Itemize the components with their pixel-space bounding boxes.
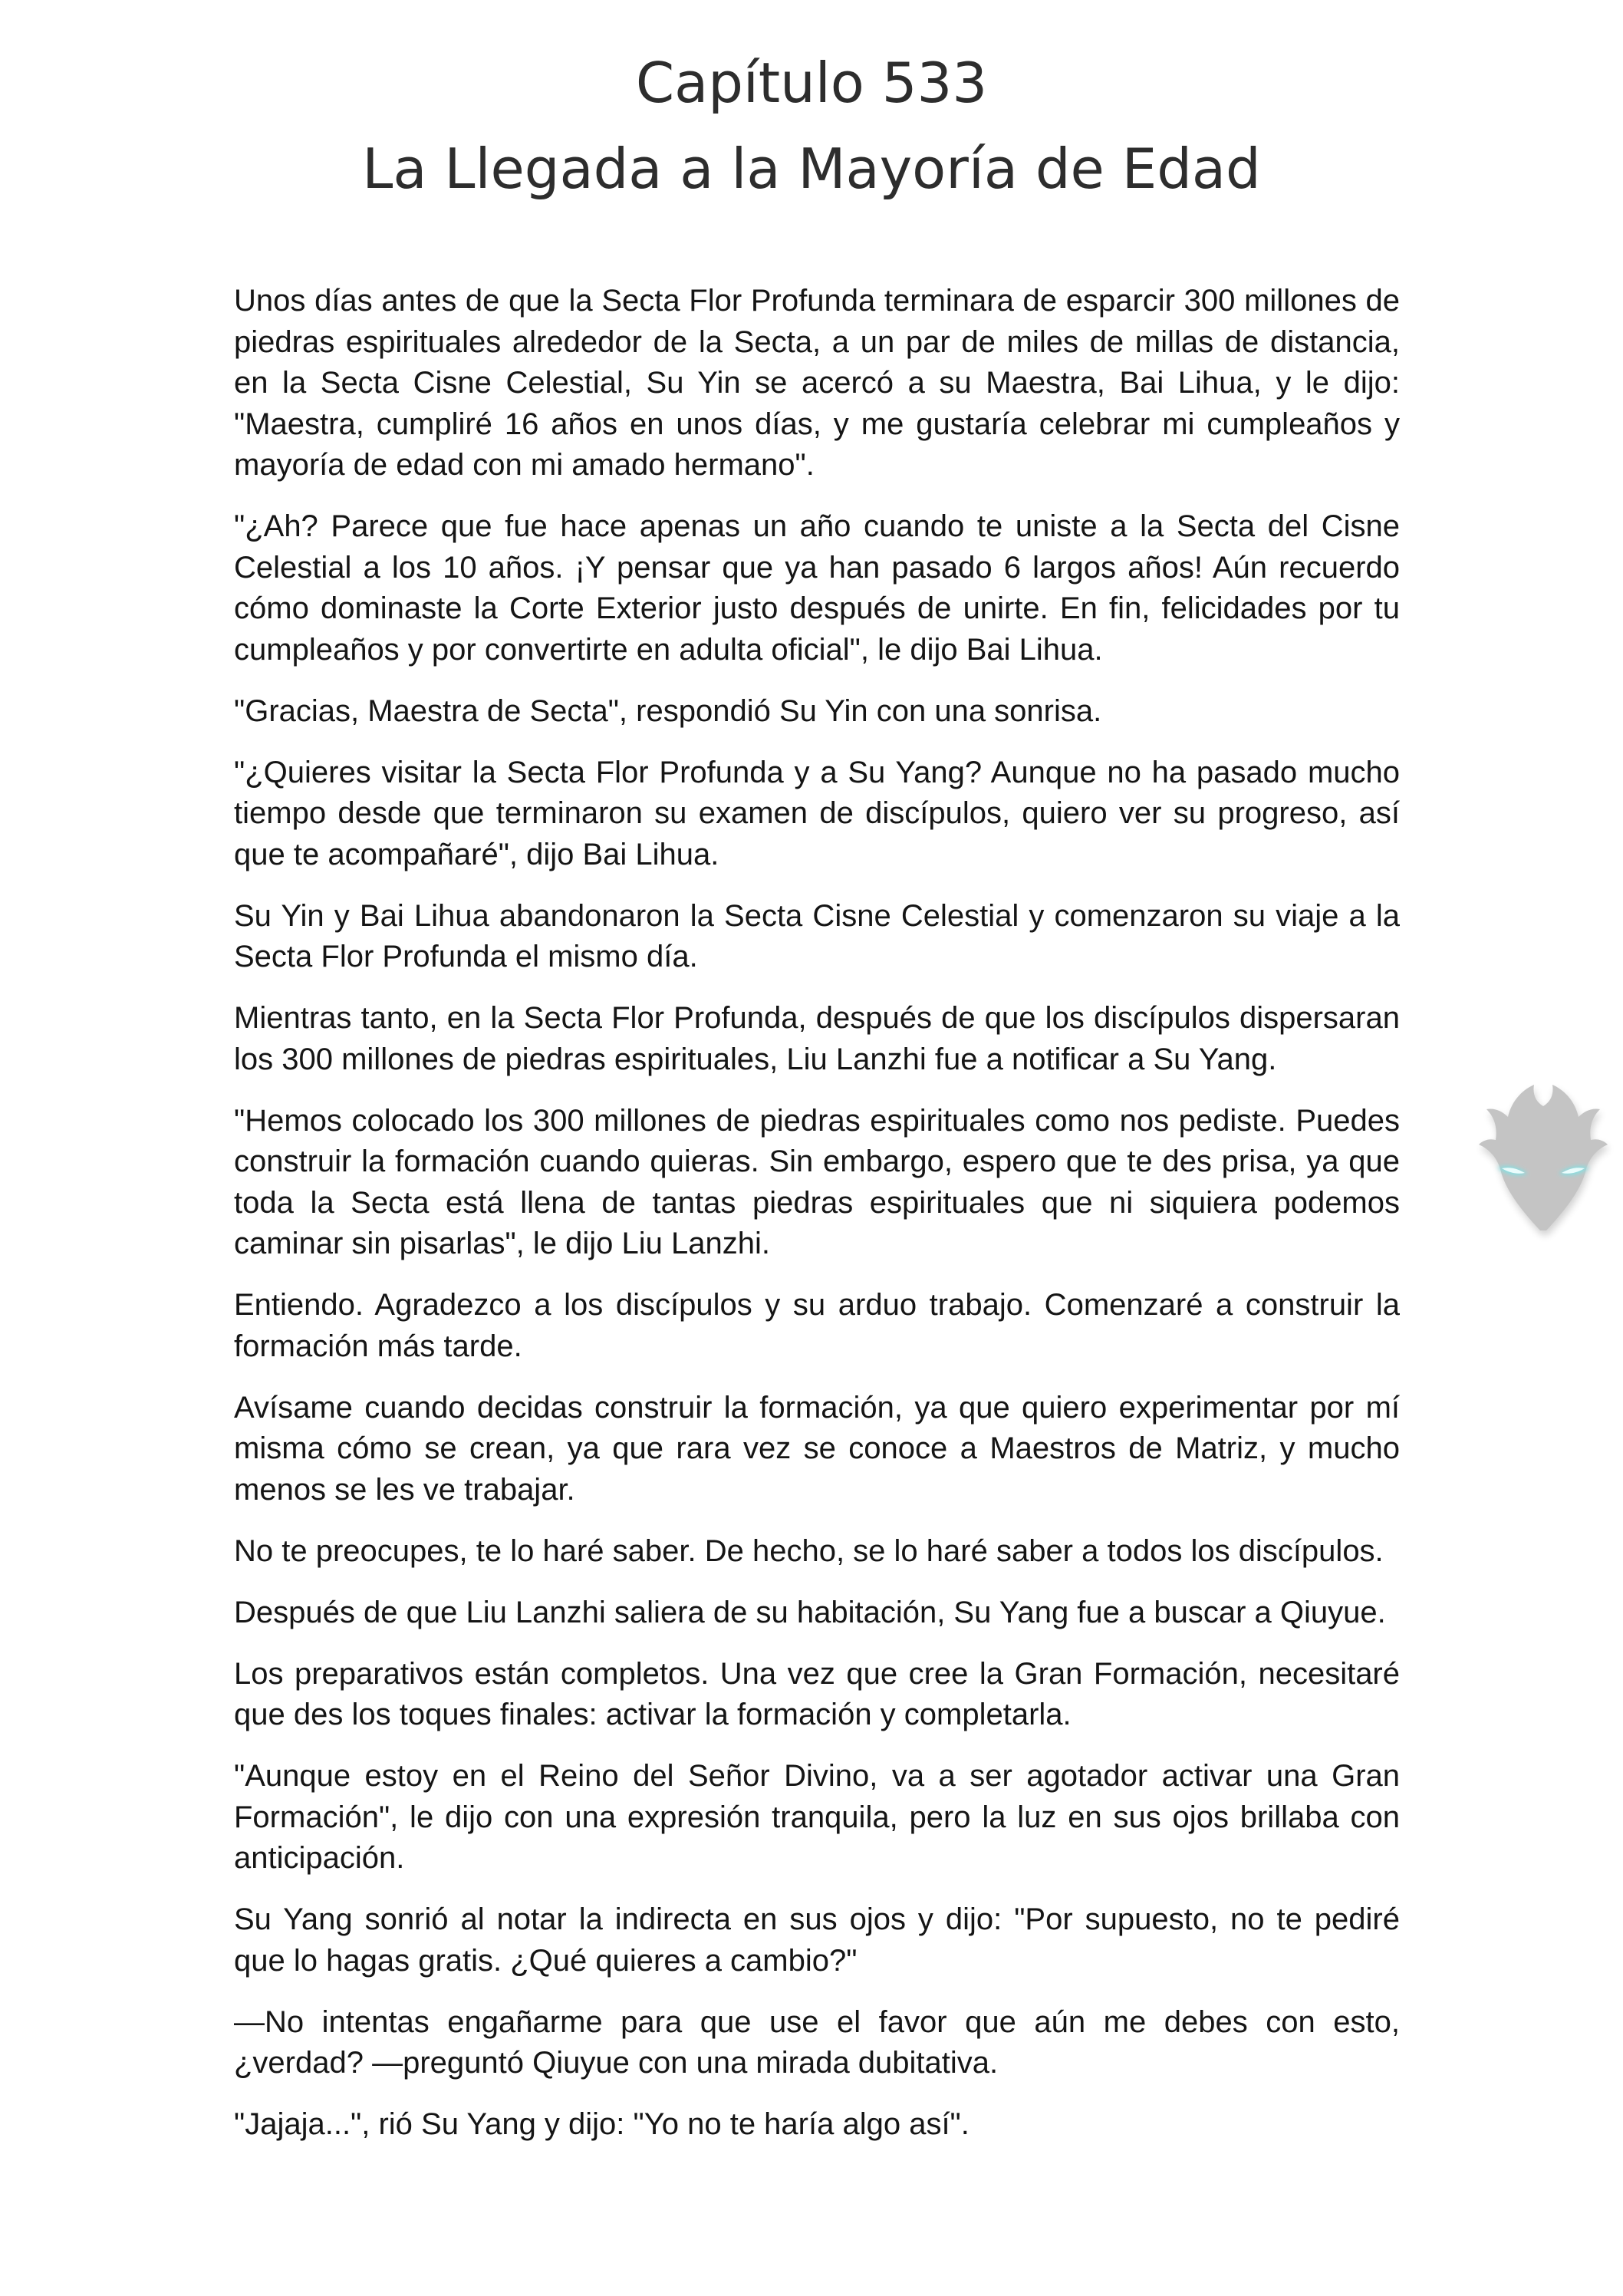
- paragraph: "Jajaja...", rió Su Yang y dijo: "Yo no te haría algo así".: [234, 2107, 970, 2141]
- chapter-body: [234, 281, 1400, 2146]
- paragraph: Su Yang sonrió al notar la indirecta en sus ojos y dijo: "Por supuesto, no te pediré que lo hagas gratis. ¿Qué quieres a cambio?": [234, 1902, 1400, 1978]
- paragraph: —No intentas engañarme para que use el favor que aún me debes con esto, ¿verdad? —preguntó Qiuyue con una mirada dubitativa.: [234, 2004, 1400, 2080]
- paragraph: No te preocupes, te lo haré saber. De hecho, se lo haré saber a todos los discípulos.: [234, 1533, 1384, 1568]
- chapter-number: Capítulo 533: [635, 51, 988, 115]
- paragraph: "¿Ah? Parece que fue hace apenas un año cuando te uniste a la Secta del Cisne Celestial a los 10 años. ¡Y pensar que ya han pasado 6 largos años! Aún recuerdo cómo dominaste la Corte Exterior justo después de unirte. En fin, felicidades por tu cumpleaños y por convertirte en adulta oficial", le dijo Bai Lihua.: [234, 509, 1400, 667]
- paragraph: Avísame cuando decidas construir la formación, ya que quiero experimentar por mí misma cómo se crean, ya que rara vez se conoce a Maestros de Matriz, y mucho menos se les ve trabajar.: [234, 1390, 1400, 1507]
- paragraph: Después de que Liu Lanzhi saliera de su habitación, Su Yang fue a buscar a Qiuyue.: [234, 1595, 1386, 1629]
- paragraph: Su Yin y Bai Lihua abandonaron la Secta Cisne Celestial y comenzaron su viaje a la Secta Flor Profunda el mismo día.: [234, 898, 1400, 973]
- paragraph: "Aunque estoy en el Reino del Señor Divino, va a ser agotador activar una Gran Formación", le dijo con una expresión tranquila, pero la luz en sus ojos brillaba con anticipación.: [234, 1759, 1400, 1875]
- chapter-title: [0, 40, 1623, 212]
- demon-head-icon: [1467, 1074, 1620, 1243]
- paragraph: "Hemos colocado los 300 millones de piedras espirituales como nos pediste. Puedes construir la formación cuando quieras. Sin embargo, espero que te des prisa, ya que toda la Secta está llena de tantas piedras espirituales que ni siquiera podemos caminar sin pisarlas", le dijo Liu Lanzhi.: [234, 1103, 1400, 1260]
- paragraph: Unos días antes de que la Secta Flor Profunda terminara de esparcir 300 millones de piedras espirituales alrededor de la Secta, a un par de miles de millas de distancia, en la Secta Cisne Celestial, Su Yin se acercó a su Maestra, Bai Lihua, y le dijo: "Maestra, cumpliré 16 años en unos días, y me gustaría celebrar mi cumpleaños y mayoría de edad con mi amado hermano".: [234, 284, 1400, 482]
- paragraph: Entiendo. Agradezco a los discípulos y su arduo trabajo. Comenzaré a construir la formación más tarde.: [234, 1288, 1400, 1363]
- paragraph: Mientras tanto, en la Secta Flor Profunda, después de que los discípulos dispersaran los 300 millones de piedras espirituales, Liu Lanzhi fue a notificar a Su Yang.: [234, 1001, 1400, 1076]
- chapter-subtitle: La Llegada a la Mayoría de Edad: [362, 137, 1261, 201]
- paragraph: "Gracias, Maestra de Secta", respondió Su Yin con una sonrisa.: [234, 693, 1102, 728]
- paragraph: Los preparativos están completos. Una vez que cree la Gran Formación, necesitaré que des los toques finales: activar la formación y completarla.: [234, 1656, 1400, 1731]
- paragraph: "¿Quieres visitar la Secta Flor Profunda y a Su Yang? Aunque no ha pasado mucho tiempo desde que terminaron su examen de discípulos, quiero ver su progreso, así que te acompañaré", dijo Bai Lihua.: [234, 755, 1400, 871]
